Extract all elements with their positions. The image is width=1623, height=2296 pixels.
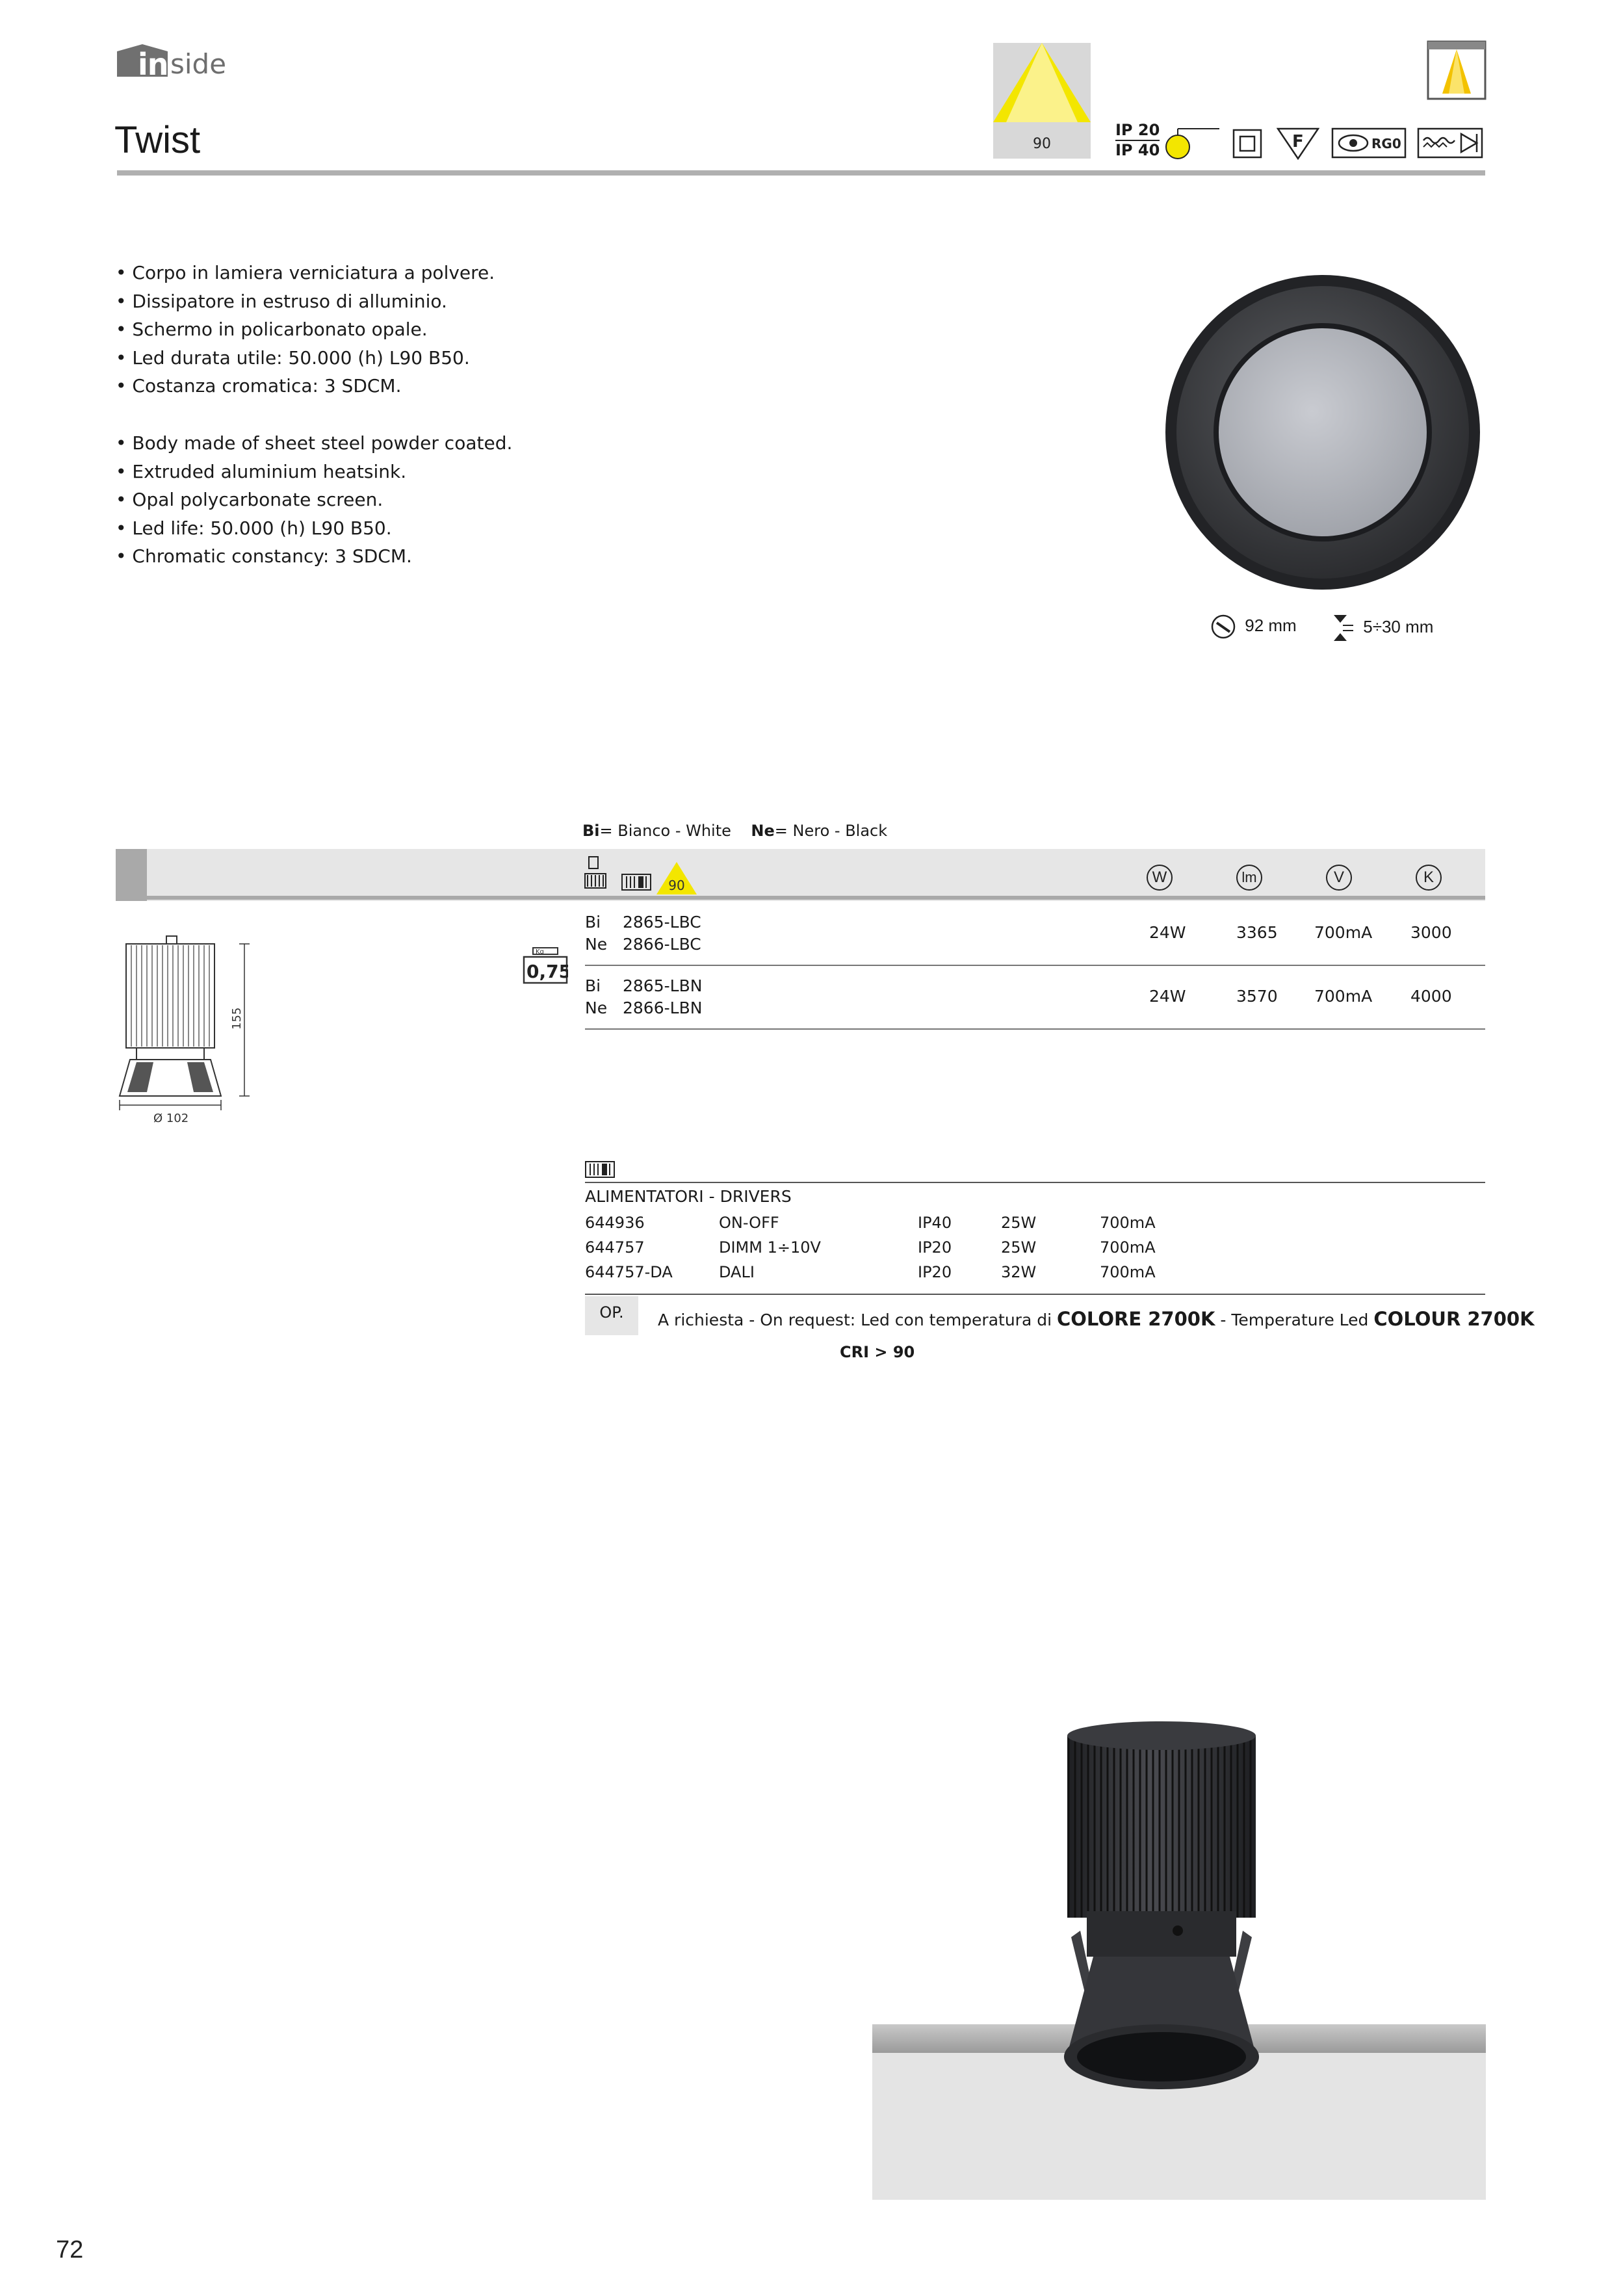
optional-bold-2: COLOUR 2700K	[1373, 1308, 1535, 1330]
watt-value: 24W	[1149, 987, 1186, 1006]
feature-item: • Led durata utile: 50.000 (h) L90 B50.	[116, 344, 495, 372]
drivers-title: ALIMENTATORI - DRIVERS	[585, 1187, 792, 1206]
brand-side-text: side	[170, 48, 227, 80]
kelvin-column-icon: K	[1416, 865, 1442, 891]
driver-current: 700mA	[1100, 1263, 1156, 1281]
legend-bi-text: = Bianco - White	[599, 822, 731, 840]
legend-ne-text: = Nero - Black	[774, 822, 888, 840]
technical-drawing	[117, 930, 266, 1125]
header-divider	[117, 170, 1485, 176]
feature-item: • Corpo in lamiera verniciatura a polvere.	[116, 259, 495, 287]
drivers-divider	[585, 1182, 1485, 1183]
led-driver-icon	[1417, 126, 1485, 159]
drivers-icon	[585, 1161, 615, 1181]
volt-column-icon: V	[1326, 865, 1352, 891]
beam-angle-label: 90	[1033, 136, 1051, 152]
article-code: 2866-LBC	[623, 935, 701, 954]
brand-in-text: in	[138, 47, 168, 82]
lumen-value: 3570	[1236, 987, 1278, 1006]
svg-text:Kg: Kg	[536, 948, 544, 956]
brand-logo	[117, 40, 234, 82]
color-code: Bi	[585, 913, 601, 932]
table-row	[585, 911, 701, 956]
beam-angle-badge-label: 90	[668, 878, 685, 893]
table-header-line	[116, 896, 1485, 900]
driver-watt: 32W	[1001, 1263, 1037, 1281]
svg-text:155: 155	[230, 1007, 244, 1030]
article-code: 2866-LBN	[623, 998, 703, 1017]
features-english	[116, 429, 512, 571]
product-photo-installed	[872, 1716, 1486, 2200]
article-code: 2865-LBC	[623, 913, 701, 932]
cutout-icon	[1210, 614, 1236, 640]
table-header	[116, 849, 1485, 901]
thickness-icon	[1329, 614, 1355, 642]
optional-bold-1: COLORE 2700K	[1056, 1308, 1215, 1330]
article-code: 2865-LBN	[623, 976, 703, 995]
driver-ip: IP20	[918, 1238, 952, 1257]
feature-item: • Led life: 50.000 (h) L90 B50.	[116, 514, 512, 543]
driver-type: ON-OFF	[719, 1214, 779, 1232]
driver-ip: IP40	[918, 1214, 952, 1232]
driver-code: 644757	[585, 1238, 645, 1257]
driver-ip: IP20	[918, 1263, 952, 1281]
feature-item: • Costanza cromatica: 3 SDCM.	[116, 372, 495, 400]
beam-angle-box	[993, 43, 1091, 159]
feature-item: • Extruded aluminium heatsink.	[116, 458, 512, 486]
watt-value: 24W	[1149, 923, 1186, 942]
driver-watt: 25W	[1001, 1214, 1037, 1232]
kelvin-value: 3000	[1410, 923, 1452, 942]
color-code: Ne	[585, 998, 608, 1017]
optional-text	[658, 1308, 1535, 1330]
f-mark-icon	[1277, 126, 1319, 159]
weight-badge	[523, 945, 568, 985]
legend-ne-key: Ne	[751, 822, 775, 840]
cutout-value: 92 mm	[1245, 615, 1297, 635]
row-divider	[585, 965, 1485, 966]
table-row	[585, 975, 702, 1019]
page-title: Twist	[114, 119, 201, 161]
cutout-dimension	[1210, 614, 1297, 640]
color-code: Bi	[585, 976, 601, 995]
feature-item: • Dissipatore in estruso di alluminio.	[116, 287, 495, 316]
current-value: 700mA	[1314, 987, 1373, 1006]
driver-current: 700mA	[1100, 1238, 1156, 1257]
kelvin-value: 4000	[1410, 987, 1452, 1006]
lumen-column-icon: lm	[1236, 865, 1262, 891]
product-photo-front	[1163, 273, 1482, 592]
color-legend	[582, 822, 887, 840]
recessed-fixture-icon	[582, 855, 608, 894]
class-ii-icon	[1231, 126, 1265, 159]
lumen-value: 3365	[1236, 923, 1278, 942]
feature-item: • Opal polycarbonate screen.	[116, 486, 512, 514]
driver-code: 644757-DA	[585, 1263, 673, 1281]
thickness-value: 5÷30 mm	[1363, 616, 1434, 636]
driver-type: DALI	[719, 1263, 755, 1281]
feature-item: • Schermo in policarbonato opale.	[116, 315, 495, 344]
svg-text:RG0: RG0	[1371, 136, 1401, 151]
optional-text-1: A richiesta - On request: Led con temperatura di	[658, 1311, 1057, 1329]
page-number: 72	[56, 2236, 84, 2263]
legend-bi-key: Bi	[582, 822, 600, 840]
color-code: Ne	[585, 935, 608, 954]
feature-item: • Body made of sheet steel powder coated.	[116, 429, 512, 458]
driver-icon	[621, 874, 651, 893]
ceiling-thickness-dimension	[1329, 614, 1433, 642]
ip-rating-2: IP 40	[1115, 141, 1160, 159]
current-value: 700mA	[1314, 923, 1373, 942]
row-divider	[585, 1028, 1485, 1030]
beam-angle-badge	[656, 862, 697, 894]
glow-wire-icon	[1165, 126, 1221, 159]
photobiological-icon	[1331, 126, 1408, 159]
table-header-accent	[116, 849, 147, 901]
driver-watt: 25W	[1001, 1238, 1037, 1257]
svg-text:F: F	[1292, 132, 1304, 151]
feature-item: • Chromatic constancy: 3 SDCM.	[116, 542, 512, 571]
recessed-light-icon	[1427, 40, 1487, 100]
drivers-bottom-divider	[585, 1294, 1485, 1295]
ip-rating-1: IP 20	[1115, 121, 1160, 141]
cri-note: CRI > 90	[840, 1343, 915, 1361]
driver-type: DIMM 1÷10V	[719, 1238, 821, 1257]
watt-column-icon: W	[1147, 865, 1173, 891]
svg-text:0,75: 0,75	[526, 961, 568, 982]
driver-code: 644936	[585, 1214, 645, 1232]
driver-current: 700mA	[1100, 1214, 1156, 1232]
ip-rating	[1115, 121, 1160, 160]
features-italian	[116, 259, 495, 400]
optional-label: OP.	[585, 1296, 638, 1335]
svg-text:Ø 102: Ø 102	[153, 1112, 189, 1125]
optional-text-2: - Temperature Led	[1215, 1311, 1374, 1329]
